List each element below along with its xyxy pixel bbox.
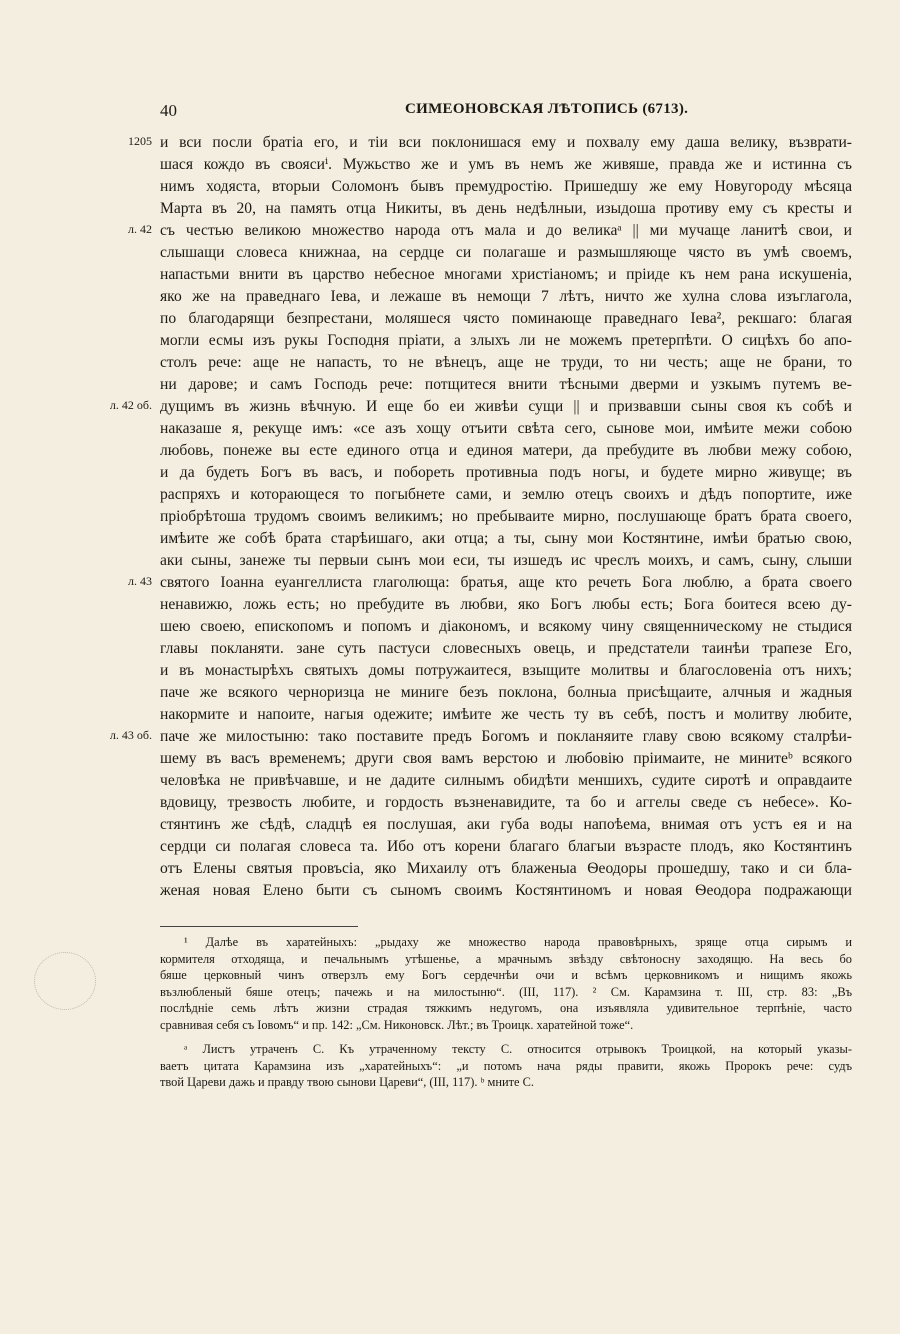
text-line: могли есмы изъ рукы Господня пріати, а злыхъ ли не можемъ претерпѣти. О сицѣхъ бо апо- xyxy=(160,332,852,349)
text-line: паче же всякого черноризца не миниге безъ поклона, болныа присѣщаите, алчныя и жадныя xyxy=(160,684,852,701)
text-line: слышащи словеса книжнаа, на сердце си полагаше и размышляюще чясто въ умѣ своемъ, xyxy=(160,244,852,261)
text-line: шею своею, епископомъ и попомъ и діакономъ, и всякому чину священническому не стыдися xyxy=(160,618,852,635)
text-line: шему въ васъ временемъ; други своя вамъ верстою и любовію пріимаите, не минитеᵇ всякого xyxy=(160,750,852,767)
margin-folio-42: л. 42 xyxy=(128,222,152,236)
margin-folio-43: л. 43 xyxy=(128,574,152,588)
footnote-rule xyxy=(160,926,358,927)
footnote-line: сравнивая себя съ Іовомъ“ и пр. 142: „См. Никоновск. Лѣт.; въ Троицк. харатейной тоже“. xyxy=(160,1017,634,1032)
text-line: съ честью великою множество народа отъ мала и до великаᵃ || ми мучаще ланитѣ свои, и xyxy=(160,222,852,239)
text-line: женая новая Елено быти съ сыномъ своимъ Костянтиномъ и новая Ѳеодора подражающи xyxy=(160,882,852,899)
text-line: нимъ ходяста, вторыи Соломонъ бывъ премудростію. Пришедшу же ему Новугороду мѣсяца xyxy=(160,178,852,195)
text-line: сердци си полагая словеса та. Ибо отъ корени благаго благыи възрасте плодъ, яко Костянтинъ xyxy=(160,838,852,855)
margin-folio-42-verso: л. 42 об. xyxy=(109,398,152,412)
footnote-line: ваетъ цитата Карамзина изъ „харатейныхъ“: „и потомъ нача ряды правити, якожь Пророкъ рече: судъ xyxy=(160,1058,852,1073)
text-line: наказаше я, рекуще имъ: «се азъ хощу отъити свѣта сего, сынове мои, имѣите межи собою xyxy=(160,420,852,437)
text-line: вдовицу, трезвость любите, и гордость възненавидите, та бо и аггелы сведе съ небесе». Ко- xyxy=(160,794,852,811)
text-line: накормите и напоите, нагыя одежите; имѣите же честь ту въ себѣ, постъ и молитву любите, xyxy=(160,706,852,723)
text-line: стянтинъ же сѣдѣ, сладцѣ ея послушая, аки губа воды напоѣема, внимая отъ устъ ея и на xyxy=(160,816,852,833)
footnote-line: твой Цареви дажь и правду твою сынови Цареви“, (III, 117). ᵇ мните С. xyxy=(160,1075,534,1089)
text-line: по благодарящи безпрестани, моляшеся чясто поминающе праведнаго Іева², рекшаго: благая xyxy=(160,310,852,327)
text-line: напастьми внити въ царство небесное многами христіаномъ; и пріиде къ нем рана искушеніа, xyxy=(160,266,852,283)
text-line: яко же на праведнаго Іева, и лежаше въ немощи 7 лѣтъ, ничто же хулна слова изъглагола, xyxy=(160,288,852,305)
footnote-line: бяше церковный чинъ отверзлъ ему Богъ сердечнѣи очи и всѣмъ церковникомъ и нищимъ якожь xyxy=(160,968,852,982)
footnotes xyxy=(160,934,852,1091)
text-line: дущимъ въ жизнь вѣчную. И еще бо еи живѣи сущи || и призвавши сыны своя къ собѣ и xyxy=(160,398,852,415)
text-line: любовь, понеже вы есте единого отца и единоя матери, да пребудите въ любви межу собою, xyxy=(160,442,852,459)
text-line: шася кождо въ своясиⁱ. Мужьство же и умъ въ немъ же живяше, правда же и истинна съ xyxy=(160,156,852,173)
footnote-line: възлюбленый бяше отецъ; пачежь и на милостыню“. (III, 117). ² См. Карамзина т. III, стр. 83: „Въ xyxy=(160,984,852,999)
chronicle-text xyxy=(160,132,852,902)
faded-library-stamp xyxy=(34,952,96,1010)
text-line: и въ монастырѣхъ святыхъ домы потружаитеся, взыщите молитвы и благословеніа отъ нихъ; xyxy=(160,662,852,679)
text-line: человѣка не привѣчавше, и не дадите силнымъ обидѣти меншихъ, судите сиротѣ и оправдаите xyxy=(160,772,852,789)
footnote-line: ᵃ Листъ утраченъ С. Къ утраченному тексту С. относится отрывокъ Троицкой, на который указы- xyxy=(184,1042,852,1056)
running-title: СИМЕОНОВСКАЯ ЛѢТОПИСЬ (6713). xyxy=(405,101,689,117)
text-line: святого Іоанна еуангеллиста глаголюща: братья, аще кто речеть Бога люблю, а брата своего xyxy=(160,574,852,591)
text-line: ненавижю, ложь есть; но пребудите въ любви, яко Богъ любы есть; Бога боитеся всею ду- xyxy=(160,596,852,613)
footnote-line: ¹ Далѣе въ харатейныхъ: „рыдаху же множество народа правовѣрныхъ, зряще отца сирымъ и xyxy=(184,935,852,949)
text-line: имѣите же собѣ брата старѣишаго, аки отца; а ты, сыну мои Костянтине, имѣи братью свою, xyxy=(160,530,852,547)
text-line: распряхъ и которающеся то погыбнете сами, и землю отецъ своихъ и дѣдъ попортите, иже xyxy=(160,486,852,503)
text-line: пріобрѣтоша трудомъ своимъ великимъ; но пребываите мирно, послушающе братъ брата своего, xyxy=(160,508,852,525)
footnote-line: послѣдніе семь лѣтъ жизни страдая тяжкимъ недугомъ, она изъявляла удивительное терпѣніе, часто xyxy=(160,1001,852,1015)
footnote-line: кормителя отходяща, и печальнымъ утѣшенье, а мрачнымъ звѣзду свѣтоносну заходящю. На весь бо xyxy=(160,951,852,966)
text-line: столъ рече: аще не напасть, то не вѣнецъ, аще не труди, то ни честь; аще не брани, то xyxy=(160,354,852,371)
text-line: и да будеть Богъ въ васъ, и побореть противныа подъ ногы, и будете мирно живуще; въ xyxy=(160,464,852,481)
text-line: отъ Елены святыя провъсіа, яко Михаилу отъ блаженыа Ѳеодоры прошедшу, тако и си бла- xyxy=(160,860,852,877)
margin-folio-43-verso: л. 43 об. xyxy=(109,728,152,742)
text-line: паче же милостыню: тако поставите предъ Богомъ и покланяите главу свою всякому сталрѣи- xyxy=(160,728,852,745)
text-line: аки сыны, занеже ты первыи сынъ мои еси, ты изшедъ ис чреслъ моихъ, и самъ, сыну, слыши xyxy=(160,552,852,569)
margin-year: 1205 xyxy=(128,134,152,148)
text-line: Марта въ 20, на память отца Никиты, въ день недѣлныи, изыдоша противу ему съ кресты и xyxy=(160,200,852,217)
text-line: ни дарове; и самъ Господь рече: потщитеся внити тѣсными дверми и узкымъ путемъ ве- xyxy=(160,376,852,393)
text-line: главы покланяти. зане суть пастуси словесныхъ овець, и предстатели таинѣи трапезе Его, xyxy=(160,640,852,657)
page-number: 40 xyxy=(160,101,177,120)
text-line: и вси посли братіа его, и тіи вси поклонишася ему и похвалу ему даша велику, възврати- xyxy=(160,134,852,151)
